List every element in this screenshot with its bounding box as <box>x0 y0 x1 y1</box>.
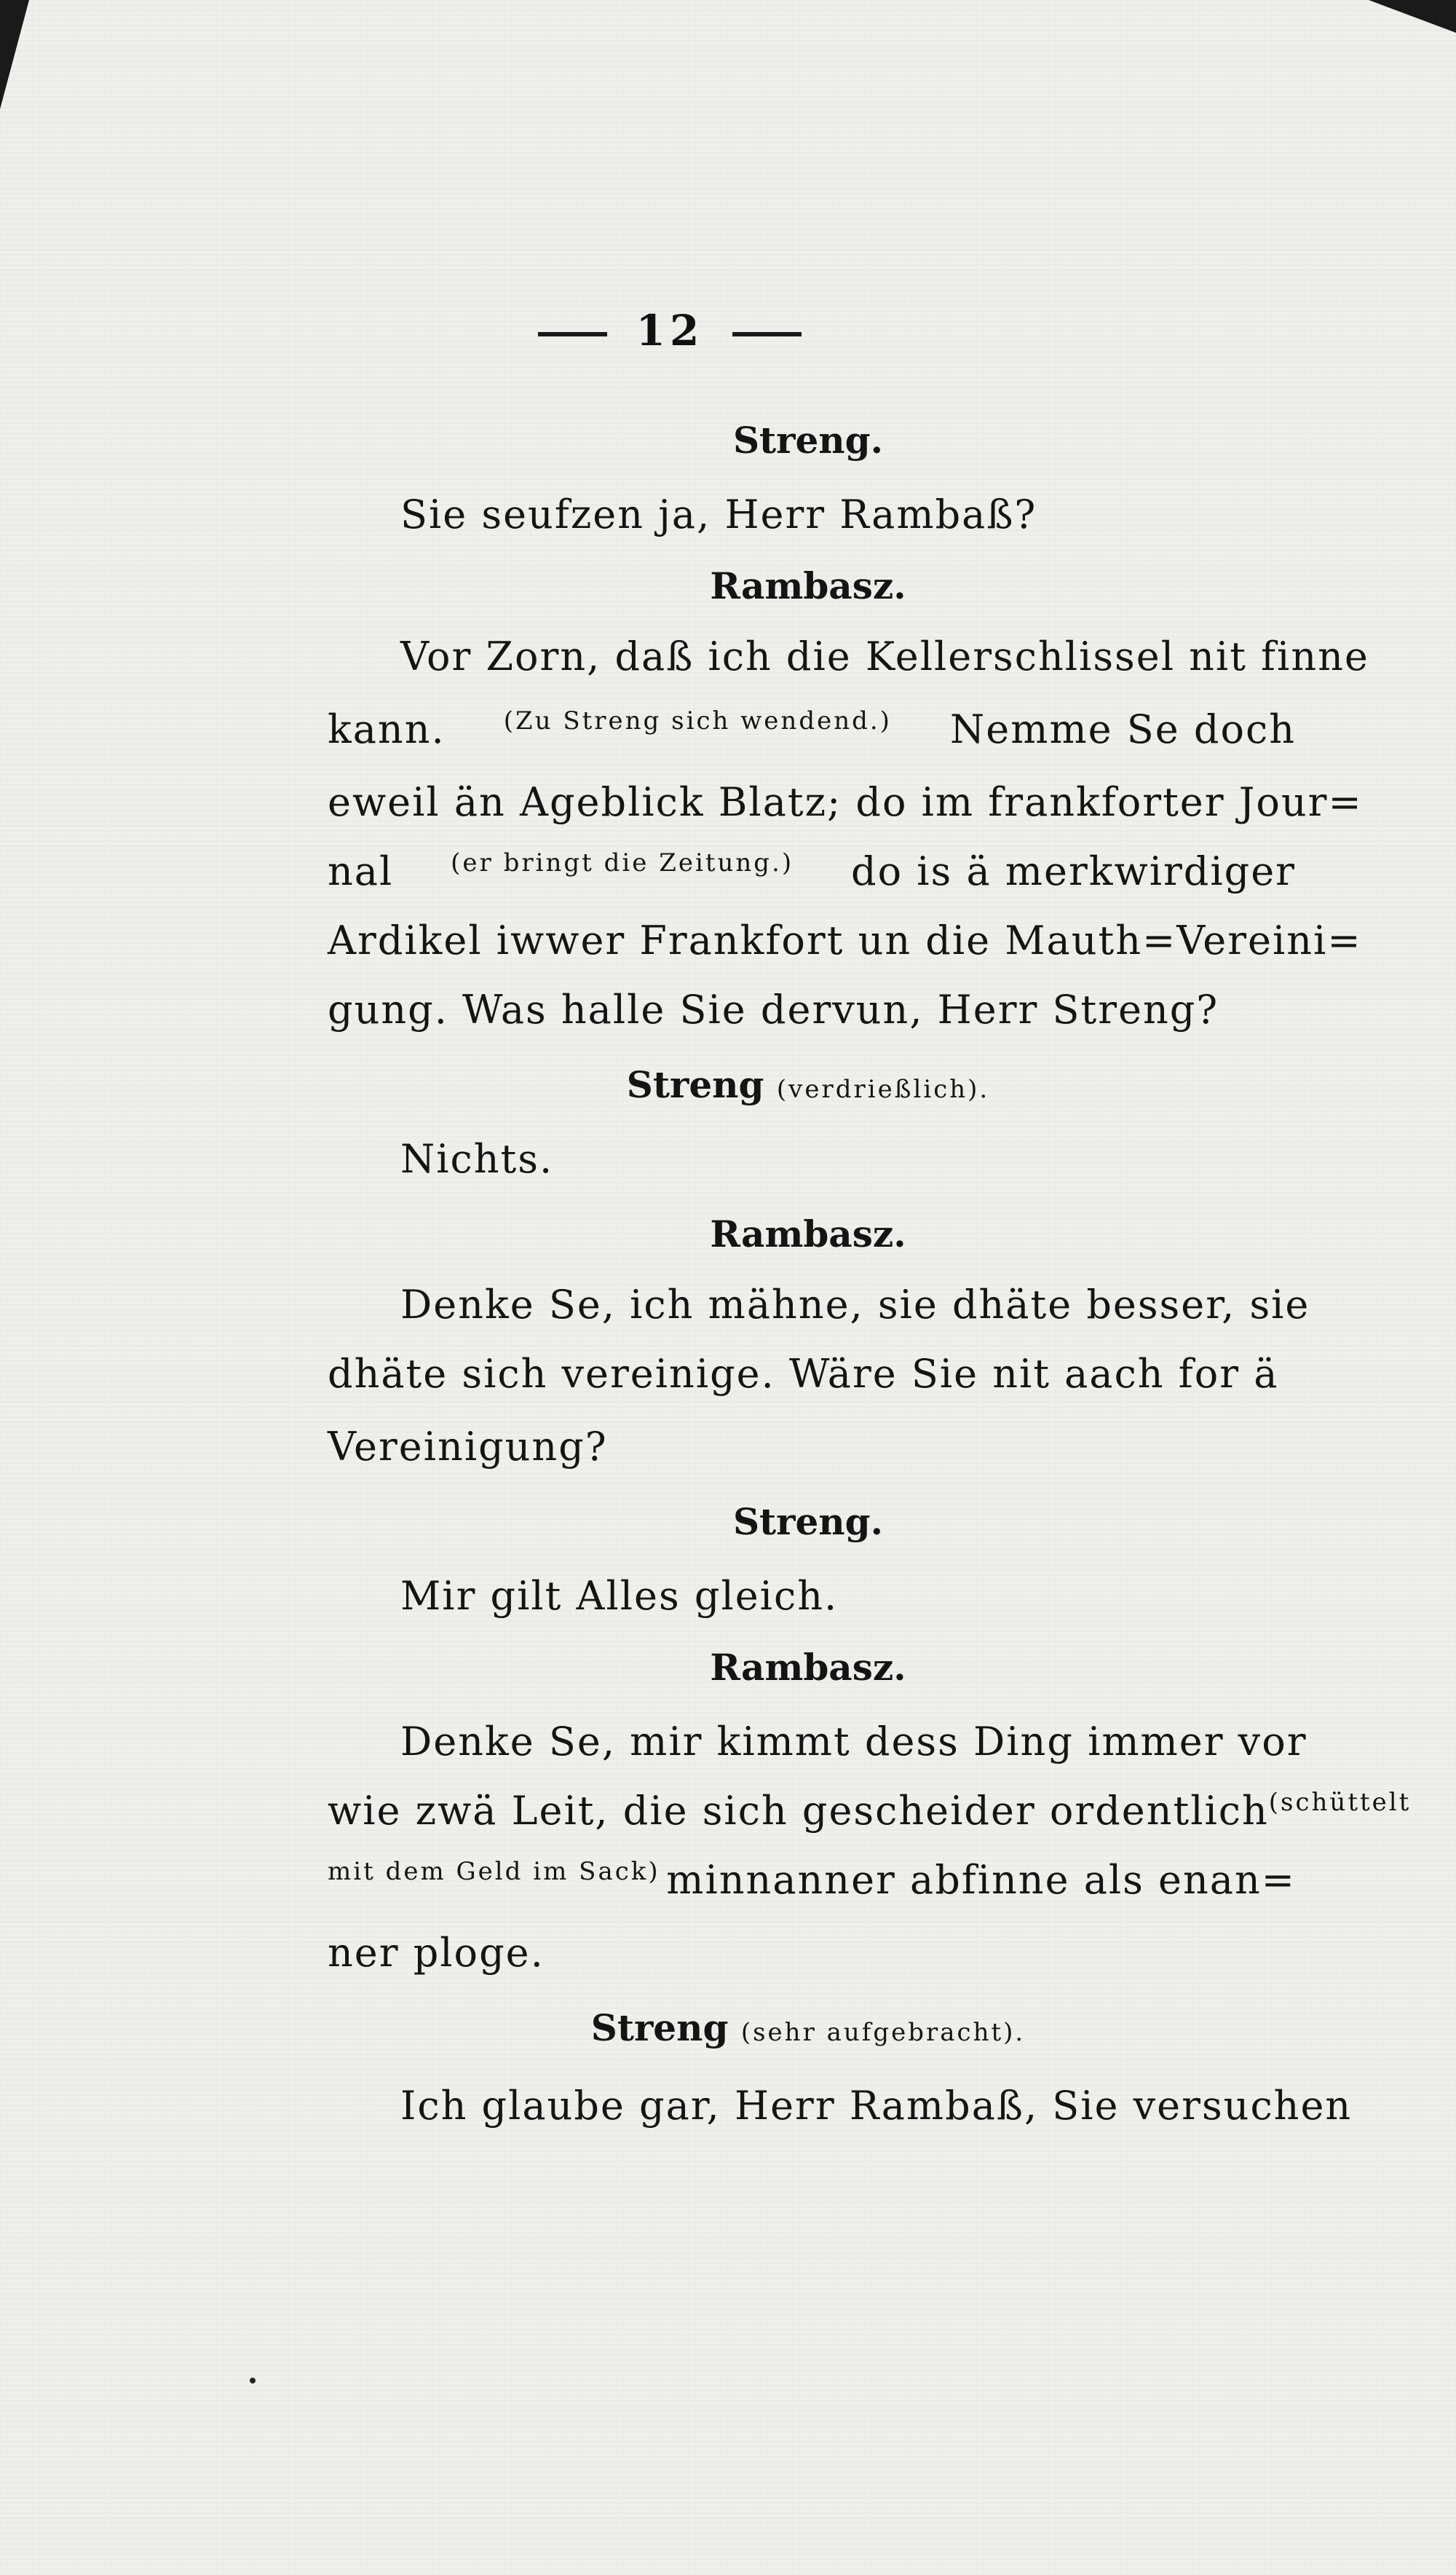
header-dash <box>732 332 802 336</box>
stage-direction: (schüttelt <box>1268 1788 1412 1817</box>
page-corner-shadow <box>1369 0 1456 33</box>
header-dash <box>538 332 607 336</box>
stage-direction: mit dem Geld im Sack) <box>328 1857 660 1886</box>
stage-direction: (er bringt die Zeitung.) <box>451 848 794 878</box>
speaker-name: Streng. <box>732 1500 884 1543</box>
speaker-name: Rambasz. <box>710 1212 906 1255</box>
text-line: kann. (Zu Streng sich wendend.) Nemme Se doch <box>328 706 1296 752</box>
page-header <box>349 306 990 355</box>
text-line: Sie seufzen ja, Herr Rambaß? <box>400 492 1037 537</box>
text-line: gung. Was halle Sie dervun, Herr Streng? <box>328 987 1219 1033</box>
speaker-name: Streng (verdrießlich). <box>626 1063 990 1106</box>
text-line: eweil än Ageblick Blatz; do im frankforter Jour= <box>328 779 1363 825</box>
speaker-name: Rambasz. <box>710 564 906 607</box>
text-line: Ardikel iwwer Frankfort un die Mauth=Vereini= <box>328 918 1362 963</box>
text-line: dhäte sich vereinige. Wäre Sie nit aach for ä <box>328 1351 1279 1397</box>
text-line: Ich glaube gar, Herr Rambaß, Sie versuchen <box>400 2083 1353 2129</box>
text-line: Mir gilt Alles gleich. <box>400 1573 839 1619</box>
text-line: Denke Se, ich mähne, sie dhäte besser, sie <box>400 1282 1310 1328</box>
stage-direction: (verdrießlich). <box>776 1075 990 1104</box>
text-line: wie zwä Leit, die sich gescheider ordentlich (schüttelt <box>328 1788 1412 1834</box>
text-line: Vor Zorn, daß ich die Kellerschlissel nit finne <box>400 634 1369 679</box>
speaker-name: Streng (sehr aufgebracht). <box>590 2006 1026 2049</box>
text-line: Vereinigung? <box>328 1424 608 1470</box>
text-line: Denke Se, mir kimmt dess Ding immer vor <box>400 1719 1307 1764</box>
speaker-name: Streng. <box>732 419 884 462</box>
text-line: ner ploge. <box>328 1930 545 1976</box>
text-line: mit dem Geld im Sack) minnanner abfinne als enan= <box>328 1857 1296 1903</box>
speaker-name: Rambasz. <box>710 1646 906 1689</box>
page-number: 12 <box>636 306 704 355</box>
stage-direction: (sehr aufgebracht). <box>740 2018 1026 2047</box>
text-line: nal (er bringt die Zeitung.) do is ä merkwirdiger <box>328 848 1296 894</box>
stage-direction: (Zu Streng sich wendend.) <box>503 706 892 736</box>
text-line: Nichts. <box>400 1136 554 1182</box>
ink-speck <box>250 2378 256 2383</box>
page-corner-shadow <box>0 0 29 109</box>
